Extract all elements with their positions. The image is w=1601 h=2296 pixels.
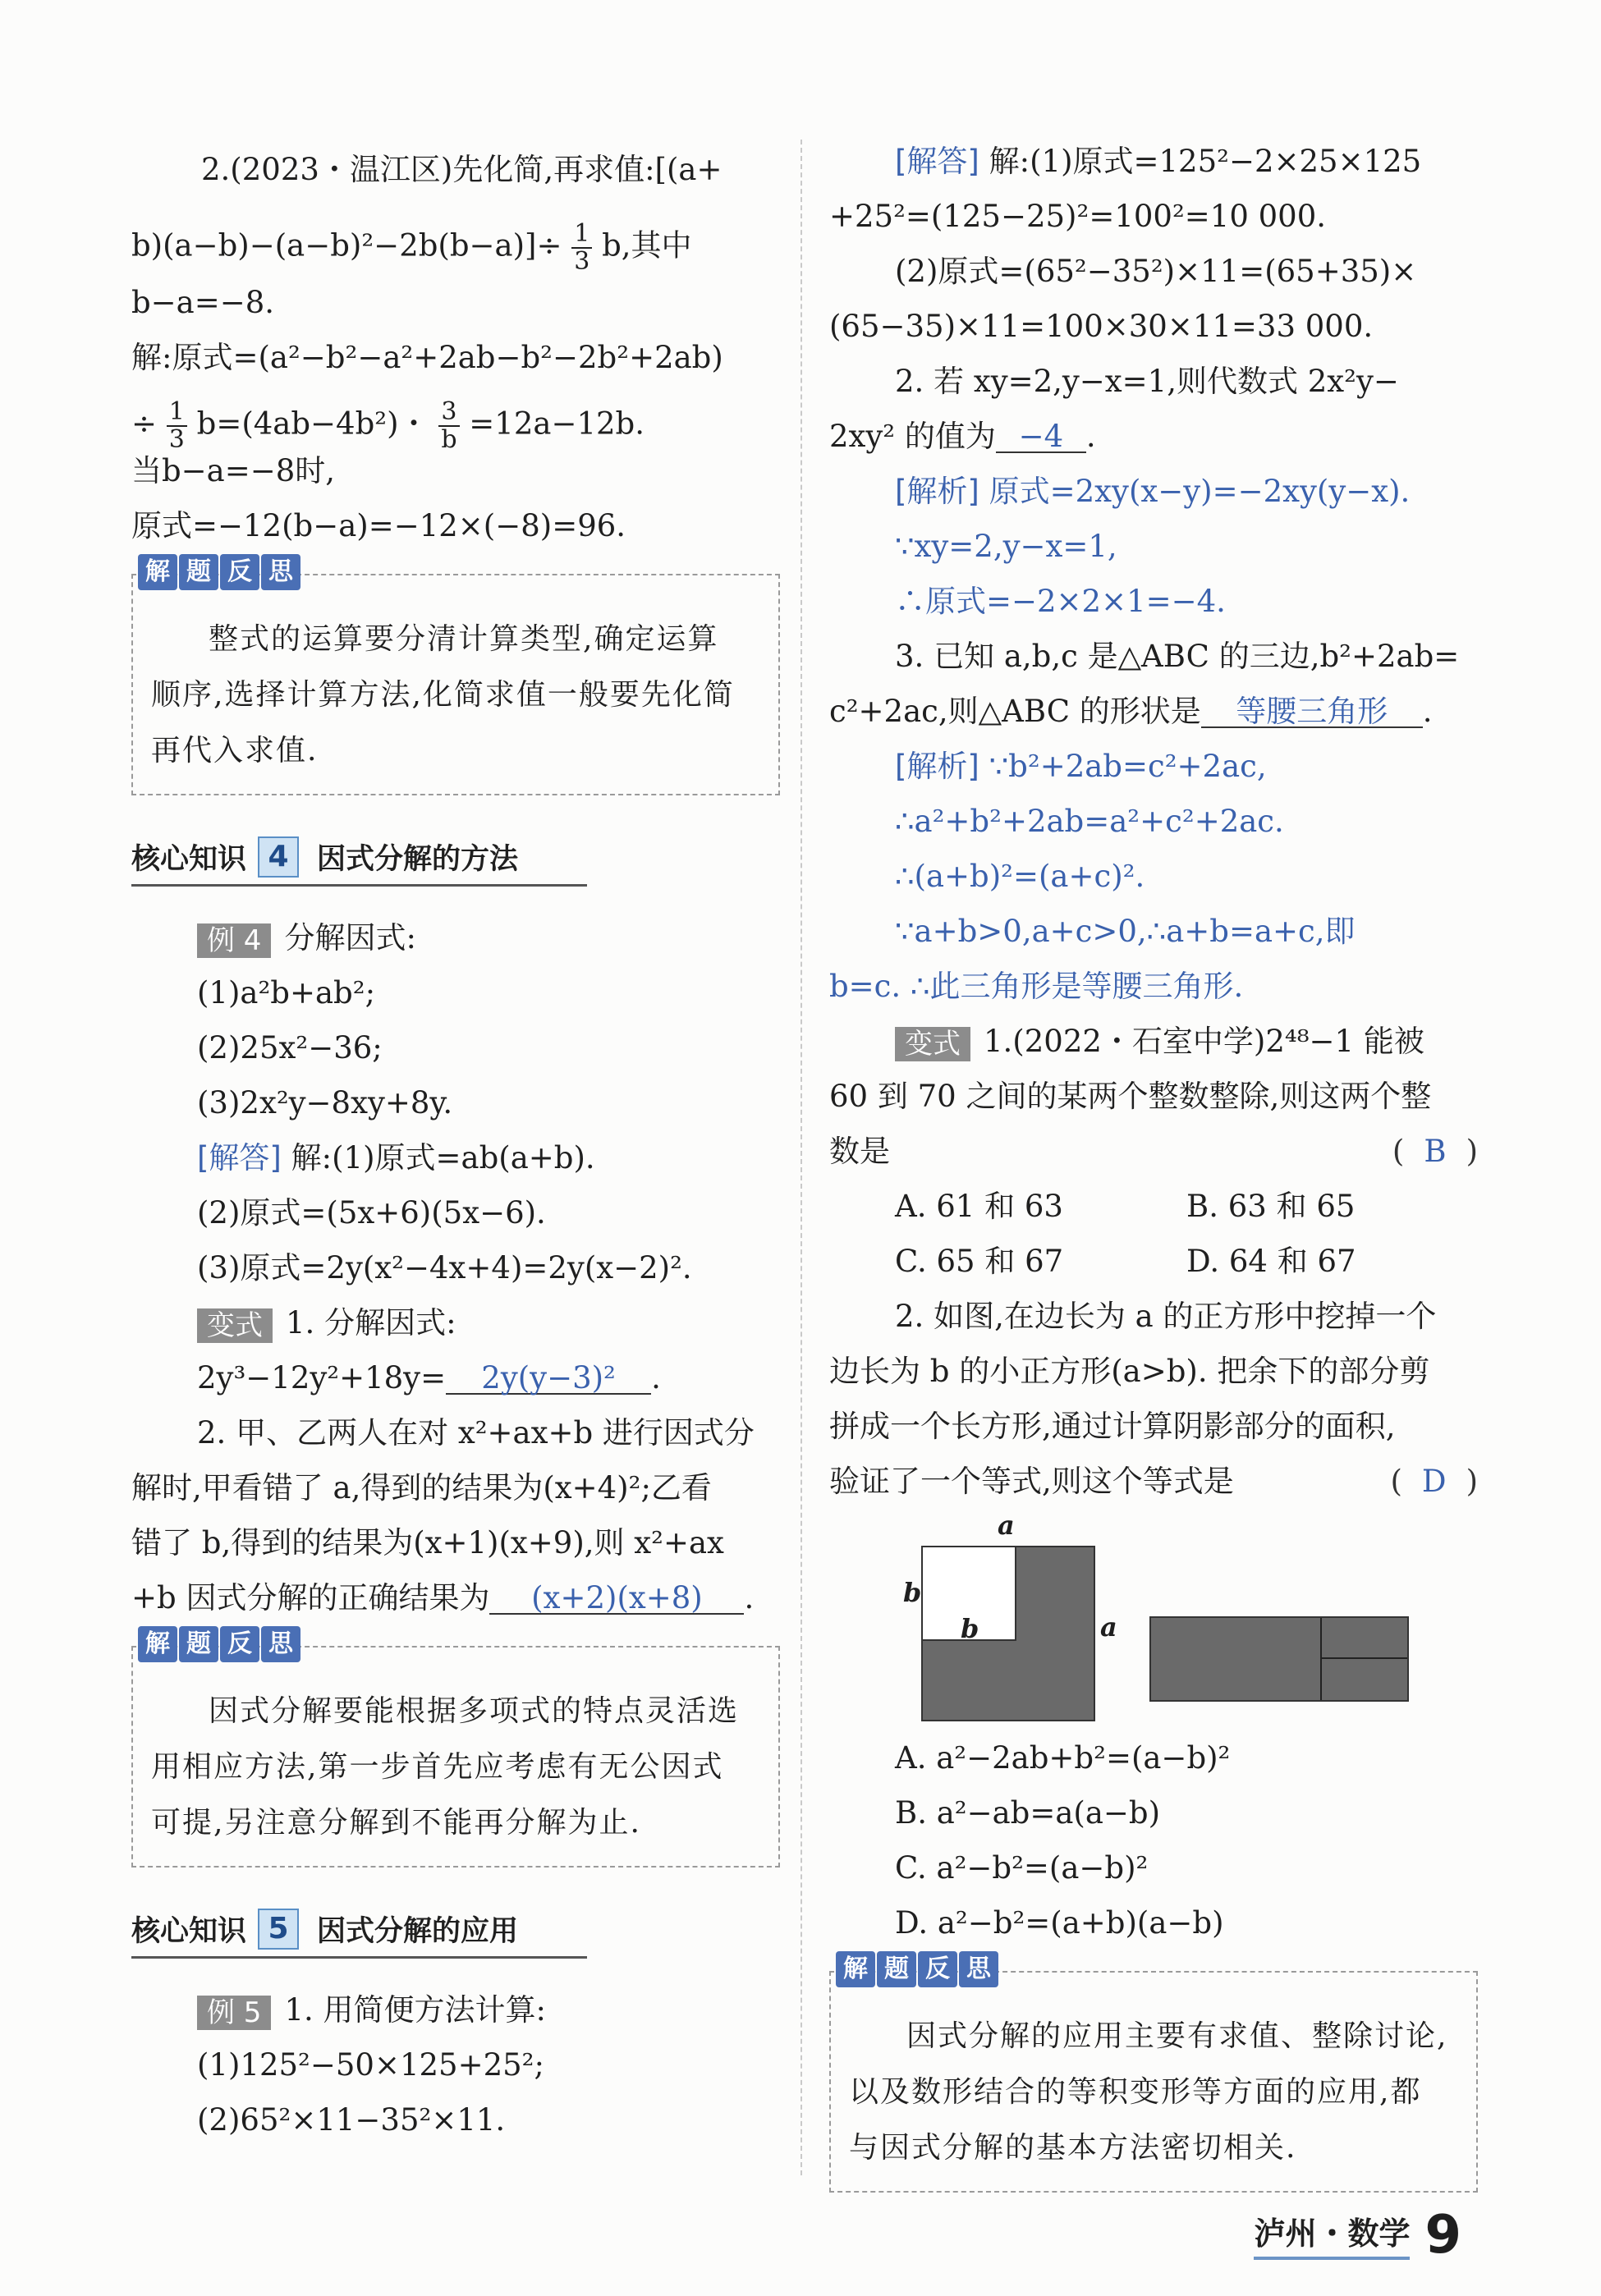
core-knowledge-4-header [131, 836, 587, 887]
variant-tag: 变式 [197, 1308, 273, 1343]
question-3-line-2: c²+2ac,则△ABC 的形状是 等腰三角形 . [829, 694, 1433, 729]
answer-5-line-2: +25²=(125−25)²=100²=10 000. [829, 199, 1327, 234]
reflection-header [138, 1626, 300, 1662]
question-3-line-1: 3. 已知 a,b,c 是△ABC 的三边,b²+2ab= [895, 639, 1460, 674]
question-2-explain-1 [829, 474, 1478, 509]
page-number: 9 [1424, 2205, 1461, 2266]
reflection-text: 可提,另注意分解到不能再分解为止. [151, 1806, 641, 1840]
fraction [571, 221, 592, 275]
variant-5-q2-line-2: 边长为 b 的小正方形(a>b). 把余下的部分剪 [829, 1354, 1430, 1389]
variant-4-q2-line-2: 解时,甲看错了 a,得到的结果为(x+4)²;乙看 [131, 1470, 712, 1505]
text: 1. 用简便方法计算: [284, 1992, 546, 2028]
header-char: 反 [918, 1951, 957, 1987]
variant-5-q2-option-d: D. a²−b²=(a+b)(a−b) [895, 1905, 1224, 1941]
text: 原式=2xy(x−y)=−2xy(y−x). [989, 474, 1411, 509]
square-figure [829, 1510, 1478, 1833]
reflection-header [138, 554, 300, 590]
footer-title: 泸州・数学 [1254, 2208, 1410, 2260]
example-5-q1: (1)125²−50×125+25²; [197, 2047, 544, 2083]
question-2-explain-2: ∵xy=2,y−x=1, [895, 529, 1117, 564]
answer-blank: 2y(y−3)² [446, 1363, 651, 1395]
example-5-q2: (2)65²×11−35²×11. [197, 2102, 506, 2138]
header-char: 思 [261, 1626, 300, 1662]
label-b-inner: b [961, 1613, 979, 1644]
example-4-q3: (3)2x²y−8xy+8y. [197, 1085, 453, 1121]
label-a-top: a [998, 1510, 1015, 1541]
text: 1.(2022・石室中学)2⁴⁸−1 能被 [984, 1024, 1424, 1059]
question-3-explain-2: ∴a²+b²+2ab=a²+c²+2ac. [895, 804, 1284, 839]
header-char: 思 [261, 554, 300, 590]
variant-5-q2-line-3: 拼成一个长方形,通过计算阴影部分的面积, [829, 1409, 1396, 1444]
reflection-box-2 [131, 1629, 780, 1868]
numerator: 3 [438, 399, 459, 427]
variant-tag: 变式 [895, 1027, 970, 1061]
text: =12a−12b. [469, 406, 645, 442]
text: b)(a−b)−(a−b)²−2b(b−a)]÷ [131, 227, 562, 264]
text: 数是 [829, 1134, 890, 1169]
denominator: b [441, 425, 457, 454]
section-label: 核心知识 [131, 843, 247, 876]
example-tag: 例 5 [197, 1996, 271, 2030]
solution-line-3: 当b−a=−8时, [131, 453, 336, 488]
answer-blank: 等腰三角形 [1201, 696, 1423, 728]
question-2-line-2: 2xy² 的值为 −4 . [829, 419, 1096, 454]
question-3-explain-4: ∵a+b>0,a+c>0,∴a+b=a+c,即 [895, 914, 1356, 949]
answer-letter: B [1424, 1134, 1447, 1169]
variant-5-q1-line-3 [829, 1134, 1478, 1169]
header-char: 题 [179, 1626, 218, 1662]
text: 解:(1)原式=125²−2×25×125 [989, 144, 1422, 179]
example-5-title [131, 1992, 780, 2029]
fraction [167, 399, 187, 453]
example-4-answer-2: (2)原式=(5x+6)(5x−6). [197, 1195, 546, 1230]
answer-blank: (x+2)(x+8) [489, 1583, 744, 1615]
analysis-tag: [解析] [895, 749, 979, 784]
page-footer [1254, 2205, 1461, 2266]
reflection-box-1 [131, 557, 780, 795]
question-3-explain-5: b=c. ∴此三角形是等腰三角形. [829, 969, 1244, 1004]
rearranged-rectangle [1149, 1616, 1409, 1702]
header-char: 反 [220, 1626, 259, 1662]
text: ∵b²+2ab=c²+2ac, [989, 749, 1267, 784]
section-title: 因式分解的方法 [317, 843, 519, 876]
variant-5-q2-line-1: 2. 如图,在边长为 a 的正方形中挖掉一个 [895, 1299, 1437, 1334]
reflection-text: 因式分解要能根据多项式的特点灵活选 [209, 1694, 740, 1728]
question-3-explain-3: ∴(a+b)²=(a+c)². [895, 859, 1145, 894]
section-number: 5 [258, 1909, 299, 1950]
section-label: 核心知识 [131, 1915, 247, 1948]
header-char: 解 [138, 554, 177, 590]
solution-line-1: 解:原式=(a²−b²−a²+2ab−b²−2b²+2ab) [131, 340, 723, 375]
reflection-text: 以及数形结合的等积变形等方面的应用,都 [849, 2075, 1422, 2109]
reflection-header [836, 1951, 998, 1987]
answer-blank: −4 [996, 421, 1086, 453]
section-title: 因式分解的应用 [317, 1915, 519, 1948]
text: b=(4ab−4b²)・ [196, 406, 429, 442]
option-b: B. 63 和 65 [1186, 1189, 1356, 1224]
right-column [829, 131, 1478, 2193]
question-2-explain-3: ∴原式=−2×2×1=−4. [895, 584, 1226, 619]
column-divider [800, 140, 802, 2175]
analysis-tag: [解析] [895, 474, 979, 509]
denominator: 3 [168, 425, 185, 454]
variant-4-q1-line-2: 2y³−12y²+18y= 2y(y−3)² . [197, 1360, 661, 1395]
text: 2xy² 的值为 [829, 419, 996, 454]
option-a: A. 61 和 63 [895, 1189, 1063, 1224]
example-4-answer-1 [131, 1140, 780, 1175]
reflection-text: 因式分解的应用主要有求值、整除讨论, [906, 2019, 1448, 2053]
header-char: 题 [877, 1951, 916, 1987]
header-char: 解 [138, 1626, 177, 1662]
answer-tag: [解答] [197, 1140, 282, 1175]
example-4-q1: (1)a²b+ab²; [197, 975, 376, 1011]
option-c: C. 65 和 67 [895, 1244, 1064, 1279]
example-tag: 例 4 [197, 923, 271, 958]
example-4-title [131, 920, 780, 957]
rect-divider-vertical [1320, 1618, 1322, 1700]
text: +b 因式分解的正确结果为 [131, 1580, 490, 1615]
numerator: 1 [167, 399, 187, 427]
variant-5-q1-options-row-2 [829, 1244, 1478, 1279]
solution-line-2 [131, 397, 780, 454]
example-4-q2: (2)25x²−36; [197, 1030, 383, 1066]
answer-5-line-1 [829, 144, 1478, 179]
problem-2-line-1: 2.(2023・温江区)先化简,再求值:[(a+ [201, 152, 723, 187]
problem-2-line-2 [131, 219, 780, 276]
header-char: 题 [179, 554, 218, 590]
rect-divider-horizontal [1320, 1657, 1407, 1659]
reflection-box-3 [829, 1955, 1478, 2193]
reflection-text: 再代入求值. [151, 734, 319, 768]
reflection-text: 整式的运算要分清计算类型,确定运算 [209, 622, 719, 656]
variant-4-q2-line-4: +b 因式分解的正确结果为 (x+2)(x+8) . [131, 1580, 755, 1615]
answer-5-line-4: (65−35)×11=100×30×11=33 000. [829, 309, 1374, 344]
problem-2-line-3: b−a=−8. [131, 285, 275, 320]
reflection-text: 与因式分解的基本方法密切相关. [849, 2131, 1297, 2165]
label-b-left: b [903, 1577, 922, 1608]
variant-4-q1 [131, 1305, 780, 1342]
choice-answer: ( B ) [1392, 1134, 1478, 1169]
answer-5-line-3: (2)原式=(65²−35²)×11=(65+35)× [895, 254, 1417, 289]
variant-5-q2-option-c: C. a²−b²=(a−b)² [895, 1850, 1149, 1886]
header-char: 思 [959, 1951, 998, 1987]
reflection-text: 顺序,选择计算方法,化简求值一般要先化简 [151, 678, 735, 712]
text: 分解因式: [284, 920, 416, 956]
variant-4-q2-line-1: 2. 甲、乙两人在对 x²+ax+b 进行因式分 [197, 1415, 755, 1450]
variant-5-q1-options-row-1 [829, 1189, 1478, 1224]
label-a-right: a [1100, 1611, 1117, 1643]
answer-tag: [解答] [895, 144, 979, 179]
numerator: 1 [571, 221, 592, 249]
text: 解:(1)原式=ab(a+b). [291, 1140, 595, 1175]
core-knowledge-5-header [131, 1909, 587, 1959]
left-column [131, 131, 780, 2138]
denominator: 3 [574, 247, 590, 276]
option-d: D. 64 和 67 [1186, 1244, 1356, 1279]
reflection-text: 用相应方法,第一步首先应考虑有无公因式 [151, 1750, 724, 1784]
text: 验证了一个等式,则这个等式是 [829, 1464, 1234, 1499]
variant-5-q2-line-4 [829, 1464, 1478, 1499]
text: ÷ [131, 406, 158, 442]
variant-5-q2-option-b: B. a²−ab=a(a−b) [895, 1795, 1161, 1831]
header-char: 解 [836, 1951, 875, 1987]
text: b,其中 [602, 227, 692, 264]
example-4-answer-3: (3)原式=2y(x²−4x+4)=2y(x−2)². [197, 1250, 692, 1285]
fraction [438, 399, 459, 453]
text: 2y³−12y²+18y= [197, 1360, 447, 1395]
question-3-explain-1 [829, 749, 1478, 784]
choice-answer: ( D ) [1390, 1464, 1478, 1499]
variant-5-q1-line-2: 60 到 70 之间的某两个整数整除,则这两个整 [829, 1079, 1432, 1114]
text: c²+2ac,则△ABC 的形状是 [829, 694, 1201, 729]
variant-5-q2-option-a: A. a²−2ab+b²=(a−b)² [895, 1740, 1231, 1776]
variant-4-q2-line-3: 错了 b,得到的结果为(x+1)(x+9),则 x²+ax [131, 1525, 724, 1560]
question-2-line-1: 2. 若 xy=2,y−x=1,则代数式 2x²y− [895, 364, 1399, 399]
solution-line-4: 原式=−12(b−a)=−12×(−8)=96. [131, 508, 626, 543]
header-char: 反 [220, 554, 259, 590]
variant-5-q1-line-1 [829, 1024, 1478, 1061]
text: 1. 分解因式: [286, 1305, 456, 1340]
section-number: 4 [258, 836, 299, 878]
answer-letter: D [1421, 1464, 1447, 1499]
